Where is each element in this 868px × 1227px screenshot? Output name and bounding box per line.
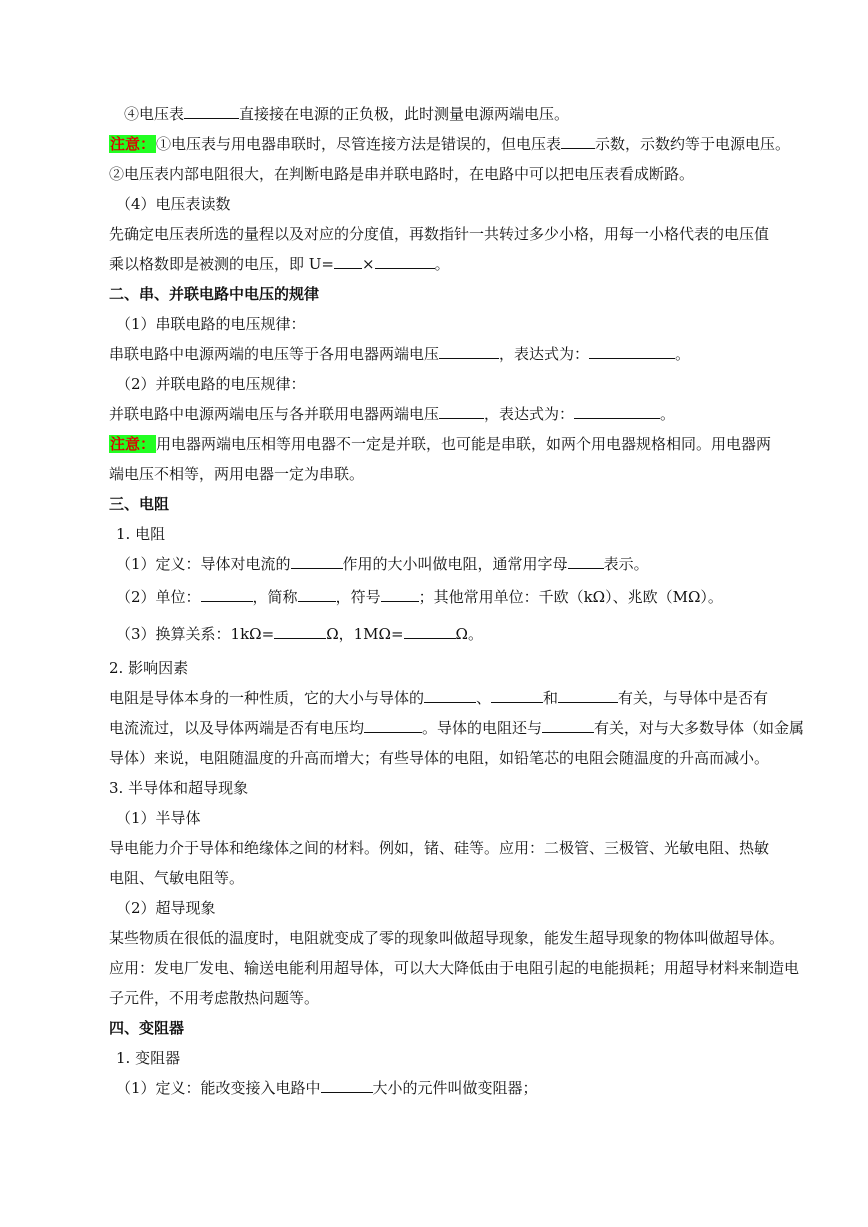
text: Ω，1MΩ= <box>326 625 404 643</box>
text: 并联电路中电源两端电压与各并联用电器两端电压 <box>109 405 440 423</box>
text: 串联电路中电源两端的电压等于各用电器两端电压 <box>109 345 440 363</box>
subheading <box>109 778 808 798</box>
text-line <box>109 434 808 454</box>
fill-blank <box>334 254 362 269</box>
text: （3）换算关系：1kΩ= <box>116 625 275 643</box>
text: 。 <box>660 405 676 423</box>
fill-blank <box>424 688 476 703</box>
fill-blank <box>568 554 604 569</box>
fill-blank <box>381 587 419 602</box>
text: 电阻是导体本身的一种性质，它的大小与导体的 <box>109 689 425 707</box>
subheading <box>116 898 808 918</box>
text: 先确定电压表所选的量程以及对应的分度值，再数指针一共转过多少小格，用每一小格代表的电压值 <box>109 225 770 243</box>
fill-blank <box>184 104 239 119</box>
text-line <box>109 988 808 1008</box>
text: ②电压表内部电阻很大，在判断电路是串并联电路时，在电路中可以把电压表看成断路。 <box>109 165 695 183</box>
text: 某些物质在很低的温度时，电阻就变成了零的现象叫做超导现象，能发生超导现象的物体叫做超导体。 <box>109 929 785 947</box>
text: 四、变阻器 <box>109 1019 185 1037</box>
section-heading <box>109 1018 808 1038</box>
subheading <box>116 1048 808 1068</box>
text-line <box>109 464 808 484</box>
text: 二、串、并联电路中电压的规律 <box>109 285 320 303</box>
text: 有关，对与大多数导体（如金属 <box>594 719 805 737</box>
text: 应用：发电厂发电、输送电能利用超导体，可以大大降低由于电阻引起的电能损耗；用超导材料来制造电 <box>109 959 800 977</box>
fill-blank <box>439 404 484 419</box>
fill-blank <box>364 718 422 733</box>
text: 3. 半导体和超导现象 <box>109 779 249 797</box>
text: 导电能力介于导体和绝缘体之间的材料。例如，锗、硅等。应用：二极管、三极管、光敏电阻、热敏 <box>109 839 770 857</box>
fill-blank <box>491 688 543 703</box>
fill-blank <box>201 587 253 602</box>
text-line <box>116 1078 808 1098</box>
text: 。 <box>675 345 691 363</box>
fill-blank <box>542 718 594 733</box>
note-label: 注意： <box>110 435 156 453</box>
text: 子元件，不用考虑散热问题等。 <box>109 989 320 1007</box>
text-line <box>109 134 808 154</box>
text: ，符号 <box>335 588 381 606</box>
text: ，表达式为： <box>484 405 575 423</box>
text: 用电器两端电压相等用电器不一定是并联，也可能是串联，如两个用电器规格相同。用电器两 <box>156 435 772 453</box>
text-line <box>109 928 808 948</box>
text: 有关，与导体中是否有 <box>618 689 769 707</box>
fill-blank <box>561 134 595 149</box>
text: （2）超导现象 <box>116 899 216 917</box>
text: ；其他常用单位：千欧（kΩ）、兆欧（MΩ）。 <box>418 588 723 606</box>
text: （4）电压表读数 <box>116 195 231 213</box>
text: （1）串联电路的电压规律： <box>116 315 306 333</box>
subheading <box>116 374 808 394</box>
text: 1. 电阻 <box>116 525 166 543</box>
fill-blank <box>274 624 326 639</box>
text-line <box>109 958 808 978</box>
text: 。 <box>434 255 450 273</box>
text-line <box>109 404 808 424</box>
text-line <box>109 164 808 184</box>
text: 直接接在电源的正负极，此时测量电源两端电压。 <box>239 105 570 123</box>
text-line <box>109 868 808 888</box>
text-line <box>109 718 808 738</box>
text: ④电压表 <box>124 105 185 123</box>
text-line <box>116 554 808 574</box>
fill-blank <box>298 587 336 602</box>
text: 大小的元件叫做变阻器； <box>372 1079 538 1097</box>
text: 端电压不相等，两用电器一定为串联。 <box>109 465 365 483</box>
text: 作用的大小叫做电阻，通常用字母 <box>342 555 568 573</box>
text-line <box>109 748 808 768</box>
text: 导体）来说，电阻随温度的升高而增大；有些导体的电阻，如铅笔芯的电阻会随温度的升高而减小。 <box>109 749 770 767</box>
subheading <box>116 314 808 334</box>
text-line <box>109 688 808 708</box>
fill-blank <box>439 344 499 359</box>
fill-blank <box>589 344 675 359</box>
text-line <box>116 587 808 607</box>
text-line <box>109 254 808 274</box>
text: 三、电阻 <box>109 495 170 513</box>
subheading <box>116 524 808 544</box>
text: 示数，示数约等于电源电压。 <box>595 135 791 153</box>
text: 乘以格数即是被测的电压，即 U= <box>109 255 334 273</box>
text: （1）定义：导体对电流的 <box>116 555 291 573</box>
text-line <box>109 838 808 858</box>
subheading <box>109 658 808 678</box>
text-line <box>124 104 808 124</box>
fill-blank <box>574 404 660 419</box>
subheading <box>116 194 808 214</box>
fill-blank <box>558 688 618 703</box>
text: Ω。 <box>455 625 483 643</box>
subheading <box>116 808 808 828</box>
section-heading <box>109 284 808 304</box>
text-line <box>109 344 808 364</box>
text: 。导体的电阻还与 <box>422 719 543 737</box>
text: ①电压表与用电器串联时，尽管连接方法是错误的，但电压表 <box>156 135 562 153</box>
fill-blank <box>375 254 435 269</box>
text: 1. 变阻器 <box>116 1049 181 1067</box>
text: （1）定义：能改变接入电路中 <box>116 1079 321 1097</box>
text: 电阻、气敏电阻等。 <box>109 869 245 887</box>
text: 和 <box>543 689 559 707</box>
text: 、 <box>476 689 492 707</box>
text: （2）并联电路的电压规律： <box>116 375 306 393</box>
text: ，表达式为： <box>499 345 590 363</box>
text-line <box>116 624 808 644</box>
text: （2）单位： <box>116 588 201 606</box>
text: 2. 影响因素 <box>109 659 189 677</box>
text: ，简称 <box>252 588 298 606</box>
text: 表示。 <box>603 555 649 573</box>
text: 电流流过，以及导体两端是否有电压均 <box>109 719 365 737</box>
text: （1）半导体 <box>116 809 201 827</box>
fill-blank <box>291 554 343 569</box>
fill-blank <box>404 624 456 639</box>
text-line <box>109 224 808 244</box>
section-heading <box>109 494 808 514</box>
note-label: 注意： <box>110 135 156 153</box>
fill-blank <box>321 1078 373 1093</box>
text: × <box>361 255 375 273</box>
